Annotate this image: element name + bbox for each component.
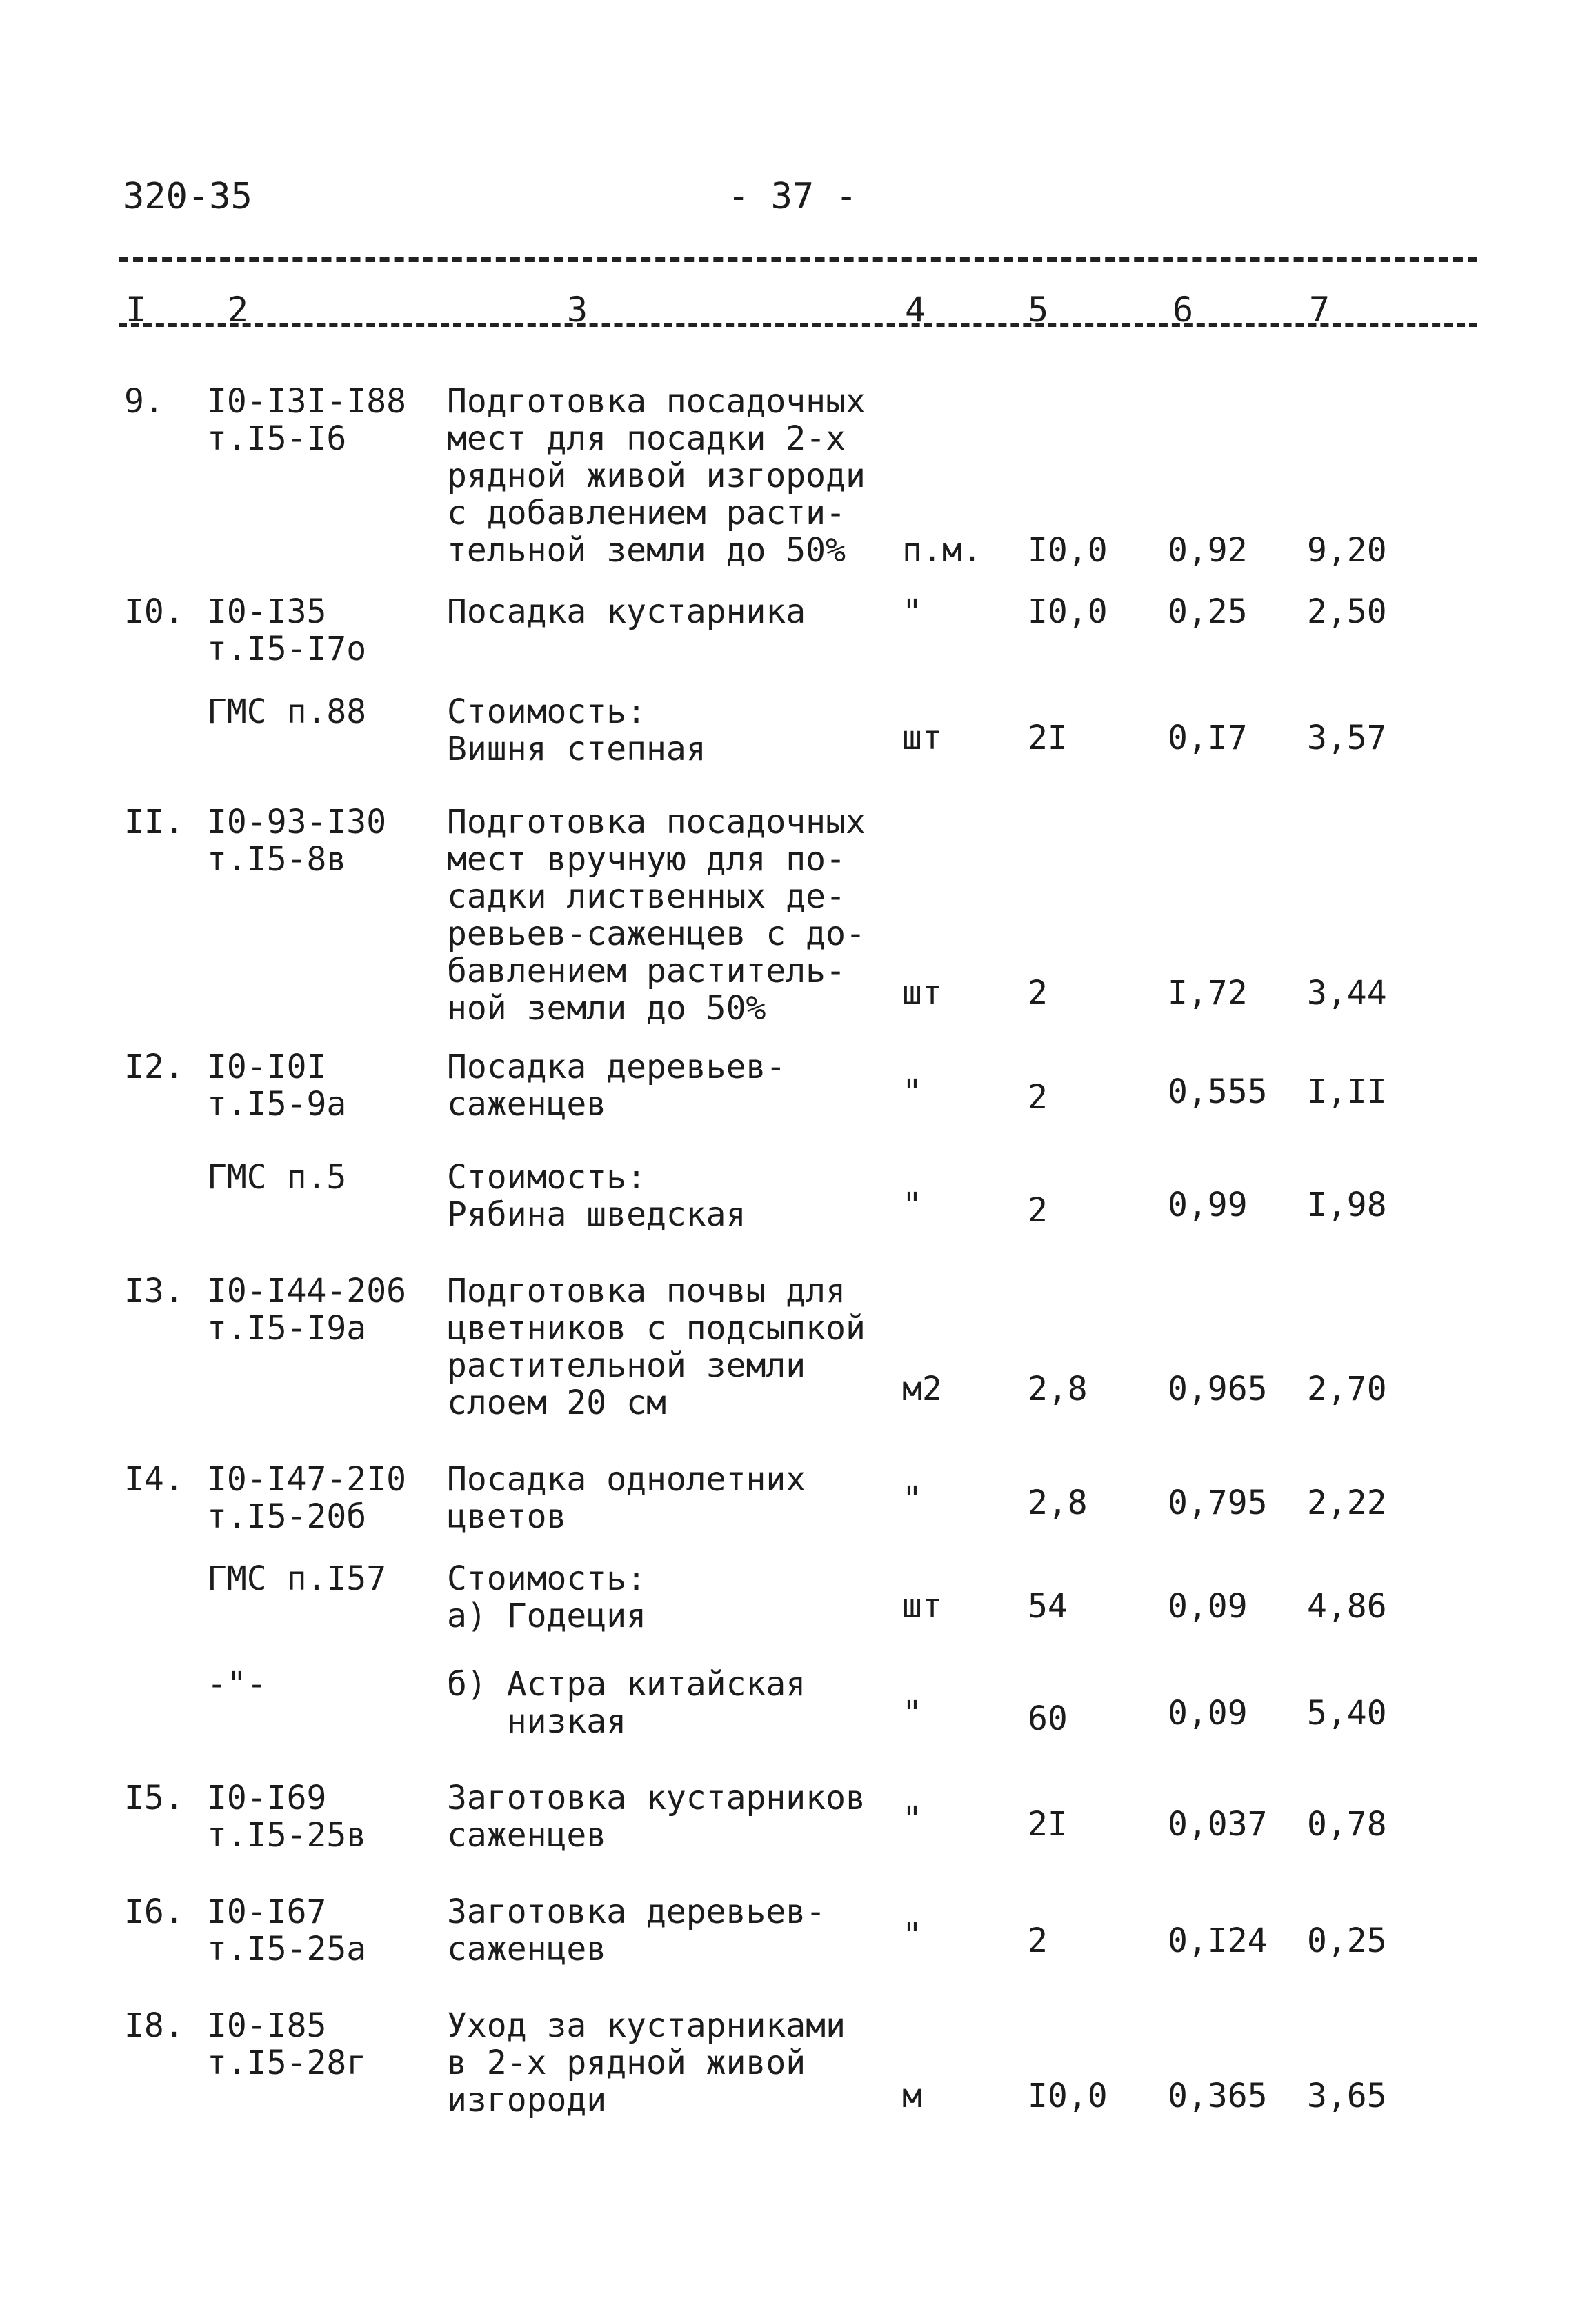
unit: п.м. [902, 531, 982, 570]
row-number: I0. [124, 592, 184, 631]
norm-code: I0-I44-206 т.I5-I9а [207, 1272, 406, 1348]
row-number: I5. [124, 1779, 184, 1817]
quantity: I0,0 [1028, 592, 1108, 631]
work-description: Подготовка почвы для цветников с подсыпкой растительной земли слоем 20 см [447, 1272, 866, 1422]
row-number: I3. [124, 1272, 184, 1310]
quantity: 2 [1028, 1922, 1048, 1960]
quantity: 54 [1028, 1587, 1068, 1626]
norm-code: I0-I67 т.I5-25а [207, 1893, 367, 1968]
quantity: 60 [1028, 1699, 1068, 1738]
unit: " [902, 1916, 922, 1955]
row-number: I6. [124, 1893, 184, 1931]
total-cost: 2,70 [1307, 1370, 1387, 1408]
quantity: 2I [1028, 1805, 1068, 1844]
row-number: 9. [124, 382, 164, 421]
work-description: Стоимость: а) Годеция [447, 1559, 646, 1635]
table-top-rule [119, 257, 1477, 262]
column-number-3: 3 [567, 290, 588, 330]
total-cost: 3,44 [1307, 974, 1387, 1012]
unit-price: 0,795 [1168, 1484, 1268, 1522]
work-description: Стоимость: Рябина шведская [447, 1158, 746, 1234]
quantity: I0,0 [1028, 531, 1108, 570]
unit: шт [902, 719, 942, 757]
quantity: 2 [1028, 974, 1048, 1012]
work-description: Посадка деревьев- саженцев [447, 1048, 786, 1124]
quantity: 2 [1028, 1191, 1048, 1230]
total-cost: I,98 [1307, 1186, 1387, 1224]
row-number: II. [124, 803, 184, 841]
unit-price: 0,555 [1168, 1072, 1268, 1111]
column-number-7: 7 [1309, 290, 1330, 330]
work-description: Посадка кустарника [447, 592, 806, 631]
total-cost: 2,22 [1307, 1484, 1387, 1522]
unit-price: 0,99 [1168, 1186, 1248, 1224]
norm-code: -"- [207, 1665, 267, 1704]
unit-price: 0,92 [1168, 531, 1248, 570]
unit: " [902, 1799, 922, 1838]
quantity: 2,8 [1028, 1484, 1088, 1522]
column-number-5: 5 [1028, 290, 1049, 330]
row-number: I4. [124, 1460, 184, 1499]
norm-code: I0-93-I30 т.I5-8в [207, 803, 387, 879]
column-number-1: I [126, 290, 147, 330]
work-description: Подготовка посадочных мест для посадки 2-х рядной живой изгороди с добавлением расти- тельной земли до 50% [447, 382, 866, 570]
unit: " [902, 1072, 922, 1111]
total-cost: 5,40 [1307, 1694, 1387, 1733]
column-number-4: 4 [905, 290, 926, 330]
total-cost: 0,25 [1307, 1922, 1387, 1960]
work-description: Стоимость: Вишня степная [447, 692, 706, 768]
quantity: I0,0 [1028, 2077, 1108, 2115]
unit-price: I,72 [1168, 974, 1248, 1012]
unit: м [902, 2077, 922, 2115]
total-cost: 2,50 [1307, 592, 1387, 631]
unit: " [902, 1186, 922, 1224]
norm-code: I0-I0I т.I5-9а [207, 1048, 347, 1124]
document-code: 320-35 [123, 176, 252, 217]
norm-code: ГМС п.I57 [207, 1559, 387, 1598]
unit: " [902, 1479, 922, 1518]
unit: " [902, 592, 922, 631]
norm-code: I0-I69 т.I5-25в [207, 1779, 367, 1855]
work-description: Заготовка кустарников саженцев [447, 1779, 866, 1855]
total-cost: 4,86 [1307, 1587, 1387, 1626]
unit-price: 0,I7 [1168, 719, 1248, 757]
norm-code: I0-I35 т.I5-I7о [207, 592, 367, 668]
unit-price: 0,037 [1168, 1805, 1268, 1844]
quantity: 2 [1028, 1078, 1048, 1117]
page-number: - 37 - [728, 176, 857, 217]
row-number: I2. [124, 1048, 184, 1086]
norm-code: I0-I47-2I0 т.I5-20б [207, 1460, 406, 1536]
unit-price: 0,09 [1168, 1587, 1248, 1626]
norm-code: I0-I85 т.I5-28г [207, 2006, 367, 2082]
unit: шт [902, 974, 942, 1012]
work-description: Посадка однолетних цветов [447, 1460, 806, 1536]
header-bottom-rule [119, 323, 1477, 327]
row-number: I8. [124, 2006, 184, 2045]
work-description: Подготовка посадочных мест вручную для по- садки лиственных де- ревьев-саженцев с до- бавлением раститель- ной земли до 50% [447, 803, 866, 1028]
norm-code: I0-I3I-I88 т.I5-I6 [207, 382, 406, 458]
norm-code: ГМС п.88 [207, 692, 367, 731]
column-number-6: 6 [1173, 290, 1194, 330]
work-description: б) Астра китайская низкая [447, 1665, 806, 1741]
unit-price: 0,I24 [1168, 1922, 1268, 1960]
quantity: 2,8 [1028, 1370, 1088, 1408]
unit: м2 [902, 1370, 942, 1408]
column-number-2: 2 [228, 290, 249, 330]
unit-price: 0,365 [1168, 2077, 1268, 2115]
total-cost: 9,20 [1307, 531, 1387, 570]
unit-price: 0,09 [1168, 1694, 1248, 1733]
unit-price: 0,25 [1168, 592, 1248, 631]
unit: " [902, 1694, 922, 1733]
unit: шт [902, 1587, 942, 1626]
total-cost: 3,57 [1307, 719, 1387, 757]
work-description: Заготовка деревьев- саженцев [447, 1893, 826, 1968]
work-description: Уход за кустарниками в 2-х рядной живой изгороди [447, 2006, 846, 2119]
total-cost: I,II [1307, 1072, 1387, 1111]
total-cost: 0,78 [1307, 1805, 1387, 1844]
unit-price: 0,965 [1168, 1370, 1268, 1408]
total-cost: 3,65 [1307, 2077, 1387, 2115]
norm-code: ГМС п.5 [207, 1158, 347, 1197]
quantity: 2I [1028, 719, 1068, 757]
